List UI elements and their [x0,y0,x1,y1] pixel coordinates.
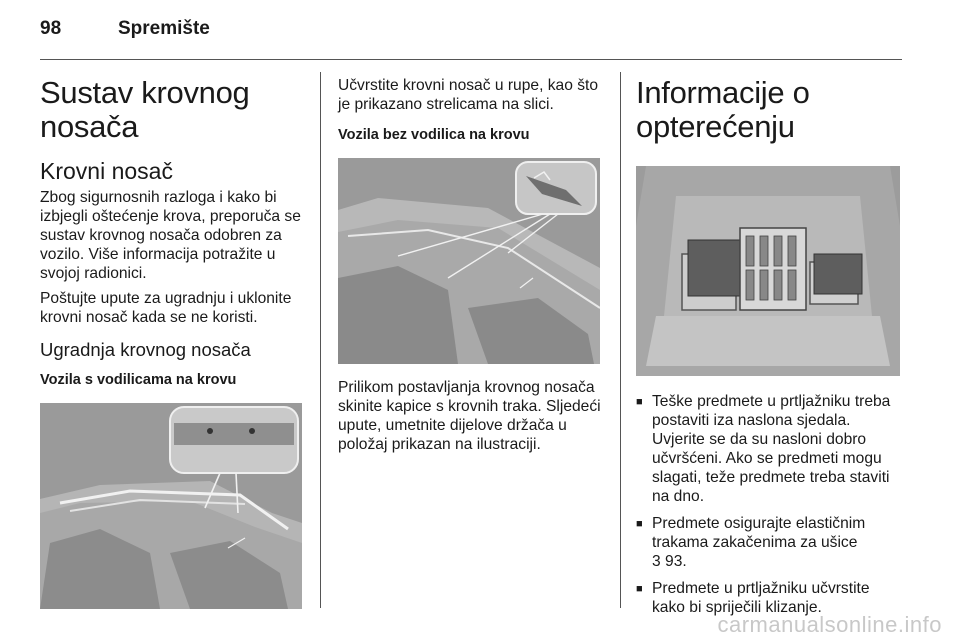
cargo-load-illustration [636,166,900,376]
mount-hole [207,428,213,434]
page-reference-link[interactable]: 93. [665,553,687,570]
column-1 [40,70,308,609]
column-2 [338,70,604,454]
list-item-text: Predmete osigurajte elastičnim trakama zakačenima za ušice [652,515,866,551]
load-guidelines-list [636,392,902,617]
column-3 [636,70,902,625]
cargo-box-right-top [814,254,862,294]
rail-detail [174,423,294,445]
paragraph: Učvrstite krovni nosač u rupe, kao što je prikazano strelicama na slici. [338,77,599,113]
square-bullet-icon: ■ [636,583,643,595]
page-reference-symbol: 3 [652,553,661,570]
list-item-text: Teške predmete u prtljažniku treba postaviti iza naslona sjedala. Uvjerite se da su nasloni dobro učvršćeni. Ako se predmeti mogu slagati, teže predmete treba staviti na dno. [652,393,891,505]
bottle [746,270,754,300]
section-heading: Sustav krovnog nosača [40,75,250,144]
mount-hole [249,428,255,434]
caption-heading: Vozila s vodilicama na krovu [40,372,237,388]
bottle [746,236,754,266]
bottle [774,270,782,300]
square-bullet-icon: ■ [636,396,643,408]
list-item [636,392,902,506]
paragraph: Poštujte upute za ugradnju i uklonite krovni nosač kada se ne koristi. [40,290,292,326]
column-divider-1 [320,72,321,608]
bottle [788,270,796,300]
column-divider-2 [620,72,621,608]
subheading: Ugradnja krovnog nosača [40,339,251,360]
roof-rails-illustration [40,403,302,609]
list-item-text: Predmete u prtljažniku učvrstite kako bi spriječili klizanje. [652,580,870,616]
header-divider [40,59,902,60]
subsection-heading: Krovni nosač [40,158,173,184]
watermark: carmanualsonline.info [717,612,942,637]
section-heading: Informacije o opterećenju [636,75,810,144]
paragraph: Zbog sigurnosnih razloga i kako bi izbjegli oštećenje krova, preporuča se sustav krovnog nosača odobren za vozilo. Više informacija potražite u svojoj radionici. [40,189,301,282]
trunk-floor [646,316,890,366]
paragraph: Prilikom postavljanja krovnog nosača skinite kapice s krovnih traka. Sljedeći upute, umetnite dijelove držača u položaj prikazan na ilustraciji. [338,379,601,453]
list-item [636,514,902,571]
bottle [760,236,768,266]
square-bullet-icon: ■ [636,518,643,530]
page-number: 98 [40,18,62,39]
bottle [760,270,768,300]
page-title: Spremište [118,18,210,39]
caption-heading: Vozila bez vodilica na krovu [338,127,530,143]
roof-no-rails-illustration [338,158,600,364]
bottle [788,236,796,266]
bottle [774,236,782,266]
cargo-box-left-top [688,240,742,296]
